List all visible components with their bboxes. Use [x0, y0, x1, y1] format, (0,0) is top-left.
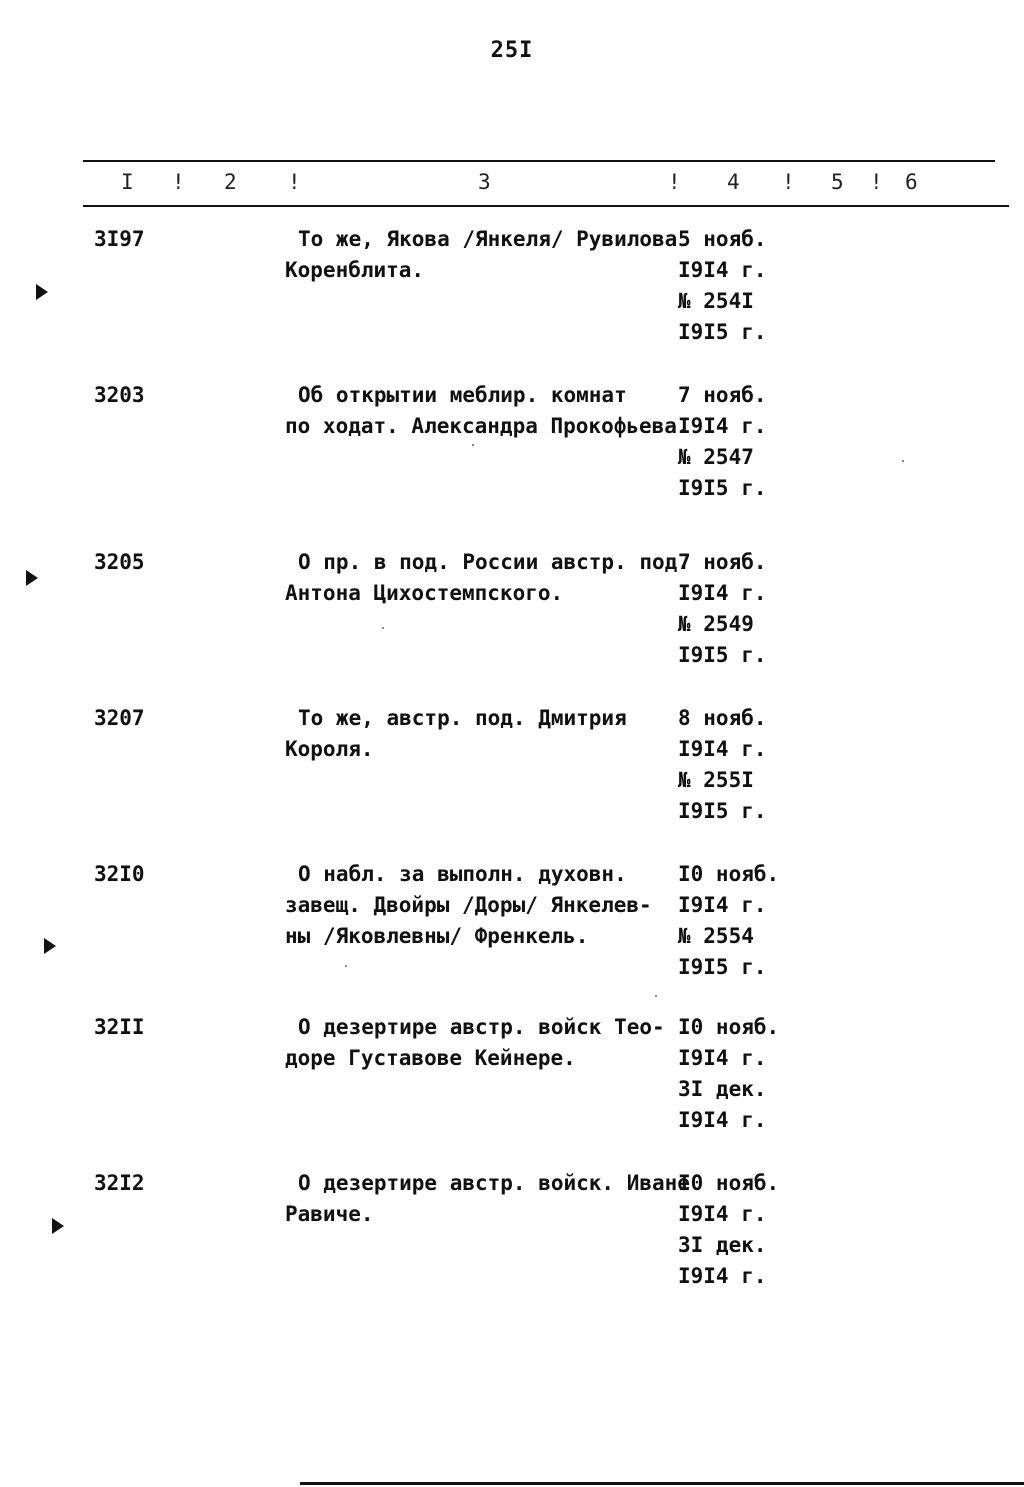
date-line: I9I5 г. — [678, 320, 767, 344]
record-dates — [678, 1012, 838, 1136]
description-line: То же, Якова /Янкеля/ Рувилова — [298, 227, 678, 251]
header-col-4: 4 — [727, 170, 740, 194]
margin-mark — [44, 938, 56, 954]
scan-speck — [655, 995, 657, 997]
date-line: I9I5 г. — [678, 476, 767, 500]
scan-speck — [472, 444, 474, 446]
record-description — [285, 1012, 675, 1074]
header-separator: ! — [870, 170, 883, 194]
date-line: I9I4 г. — [678, 414, 767, 438]
description-line: Антона Цихостемпского. — [285, 581, 564, 605]
header-separator: ! — [668, 170, 681, 194]
record-number: 3207 — [94, 706, 145, 730]
record-number: 32I2 — [94, 1171, 145, 1195]
date-line: № 2554 — [678, 924, 754, 948]
description-line: по ходат. Александра Прокофьева. — [285, 414, 690, 438]
date-line: I9I4 г. — [678, 893, 767, 917]
record-dates — [678, 859, 838, 983]
date-line: I0 нояб. — [678, 862, 780, 886]
date-line: I9I4 г. — [678, 1264, 767, 1288]
table-header-rule — [83, 205, 1009, 207]
header-col-3: 3 — [478, 170, 491, 194]
record-number: 3205 — [94, 550, 145, 574]
record-dates — [678, 703, 838, 827]
record-number: 32II — [94, 1015, 145, 1039]
scan-speck — [902, 460, 904, 462]
margin-mark — [52, 1218, 64, 1234]
date-line: I9I4 г. — [678, 1202, 767, 1226]
date-line: I9I4 г. — [678, 581, 767, 605]
date-line: I0 нояб. — [678, 1015, 780, 1039]
date-line: I9I5 г. — [678, 955, 767, 979]
date-line: № 2547 — [678, 445, 754, 469]
margin-mark — [26, 570, 38, 586]
description-line: ны /Яковлевны/ Френкель. — [285, 924, 589, 948]
description-line: О дезертире австр. войск Тео- — [298, 1015, 665, 1039]
record-dates — [678, 1168, 838, 1292]
date-line: I9I4 г. — [678, 1046, 767, 1070]
record-description — [285, 859, 675, 952]
header-col-2: 2 — [224, 170, 237, 194]
record-number: 3I97 — [94, 227, 145, 251]
header-col-6: 6 — [905, 170, 918, 194]
date-line: 3I дек. — [678, 1233, 767, 1257]
record-dates — [678, 547, 838, 671]
description-line: Коренблита. — [285, 258, 425, 282]
header-separator: ! — [782, 170, 795, 194]
date-line: 3I дек. — [678, 1077, 767, 1101]
page-bottom-edge — [300, 1482, 1024, 1485]
scan-speck — [345, 965, 347, 967]
description-line: О пр. в под. России австр. под. — [298, 550, 690, 574]
page-number: 25I — [490, 38, 534, 63]
date-line: 7 нояб. — [678, 550, 767, 574]
column-header-row — [0, 170, 1024, 196]
header-col-1: I — [121, 170, 134, 194]
date-line: I9I4 г. — [678, 737, 767, 761]
record-dates — [678, 224, 838, 348]
table-top-rule — [83, 160, 995, 162]
record-number: 32I0 — [94, 862, 145, 886]
header-col-5: 5 — [831, 170, 844, 194]
date-line: № 254I — [678, 289, 754, 313]
description-line: О набл. за выполн. духовн. — [298, 862, 627, 886]
record-number: 3203 — [94, 383, 145, 407]
record-description — [285, 380, 690, 442]
description-line: завещ. Двойры /Доры/ Янкелев- — [285, 893, 652, 917]
date-line: № 2549 — [678, 612, 754, 636]
record-dates — [678, 380, 838, 504]
date-line: I9I4 г. — [678, 1108, 767, 1132]
date-line: I9I5 г. — [678, 643, 767, 667]
scan-speck — [382, 627, 384, 629]
description-line: Равиче. — [285, 1202, 374, 1226]
date-line: № 255I — [678, 768, 754, 792]
date-line: I0 нояб. — [678, 1171, 780, 1195]
record-description — [285, 547, 690, 609]
description-line: доре Густавове Кейнере. — [285, 1046, 576, 1070]
description-line: Об открытии меблир. комнат — [298, 383, 627, 407]
description-line: Короля. — [285, 737, 374, 761]
description-line: О дезертире австр. войск. Иване — [298, 1171, 690, 1195]
date-line: 5 нояб. — [678, 227, 767, 251]
description-line: То же, австр. под. Дмитрия — [298, 706, 627, 730]
header-separator: ! — [172, 170, 185, 194]
record-description — [285, 703, 675, 765]
margin-mark — [36, 284, 48, 300]
date-line: I9I5 г. — [678, 799, 767, 823]
date-line: 7 нояб. — [678, 383, 767, 407]
record-description — [285, 224, 678, 286]
header-separator: ! — [288, 170, 301, 194]
date-line: I9I4 г. — [678, 258, 767, 282]
date-line: 8 нояб. — [678, 706, 767, 730]
record-description — [285, 1168, 690, 1230]
